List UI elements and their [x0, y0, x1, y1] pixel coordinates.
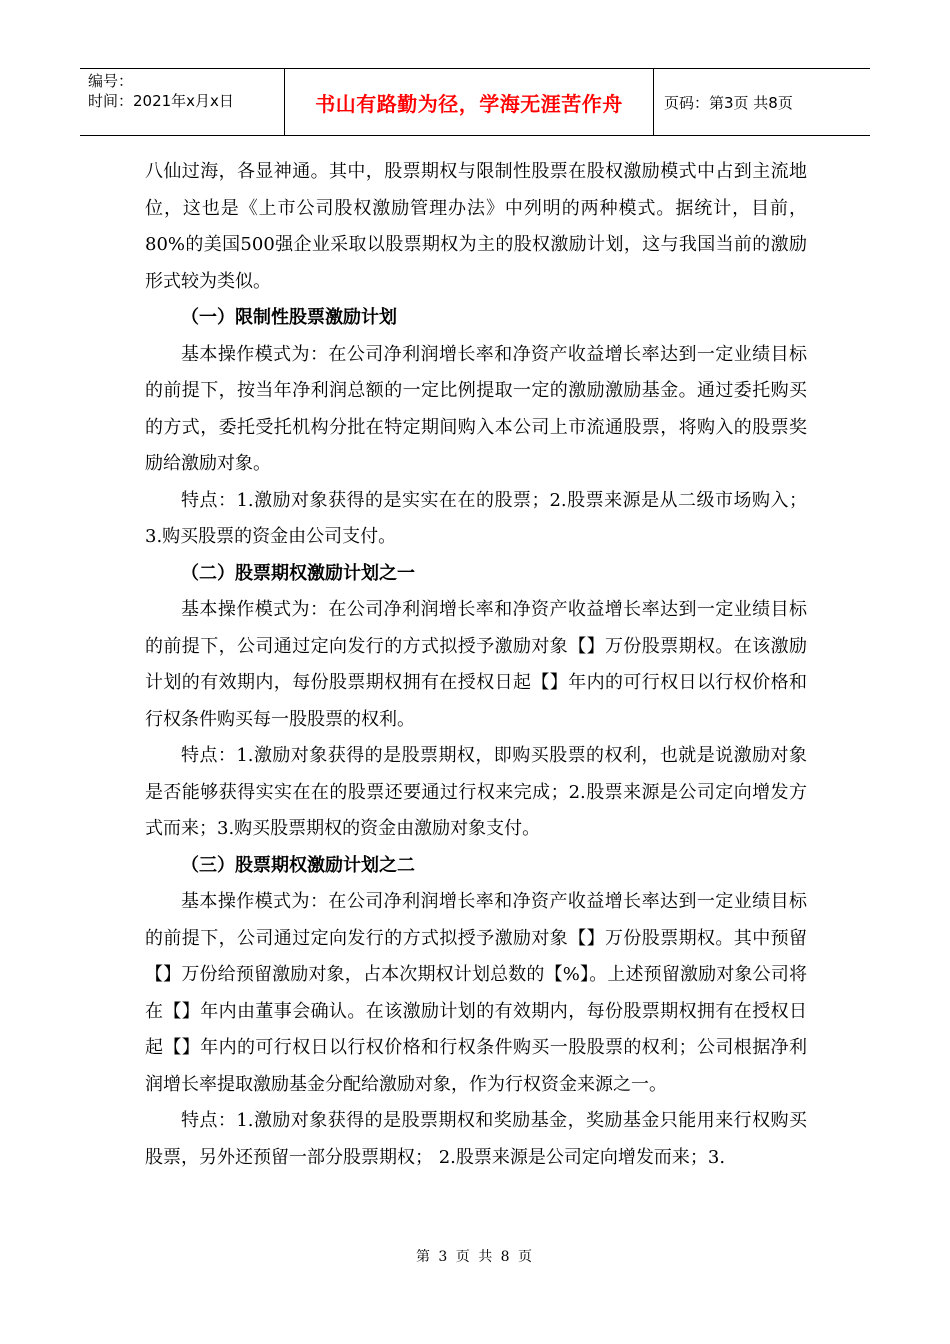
document-number-label: 编号：: [88, 72, 134, 90]
paragraph-option-plan-1-features: 特点：1.激励对象获得的是股票期权，即购买股票的权利，也就是说激励对象是否能够获得实实在在的股票还要通过行权来完成；2.股票来源是公司定向增发方式而来；3.购买股票期权的资金由激励对象支付。: [145, 745, 807, 839]
header-motto-cell: [284, 69, 654, 135]
header-meta: [80, 69, 284, 135]
document-time-label: 时间：2021年x月x日: [88, 92, 234, 110]
section-heading-1: （一）限制性股票激励计划: [181, 307, 397, 328]
page-footer: 第 3 页 共 8 页: [415, 1249, 535, 1265]
section-heading-3: （三）股票期权激励计划之二: [181, 854, 415, 876]
header-motto: 书山有路勤为径，学海无涯苦作舟: [315, 91, 623, 116]
paragraph-option-plan-2-mode: 基本操作模式为：在公司净利润增长率和净资产收益增长率达到一定业绩目标的前提下，公司通过定向发行的方式拟授予激励对象【】万份股票期权。其中预留【】万份给预留激励对象，占本次期权计划总数的【%】。上述预留激励对象公司将在【】年内由董事会确认。在该激励计划的有效期内，每份股票期权拥有在授权日起【】年内的可行权日以行权价格和行权条件购买一股股票的权利；公司根据净利润增长率提取激励基金分配给激励对象，作为行权资金来源之一。: [145, 891, 807, 1095]
paragraph-intro: 八仙过海，各显神通。其中，股票期权与限制性股票在股权激励模式中占到主流地位，这也是《上市公司股权激励管理办法》中列明的两种模式。据统计，目前，80%的美国500强企业采取以股票期权为主的股权激励计划，这与我国当前的激励形式较为类似。: [145, 161, 807, 292]
paragraph-option-plan-2-features: 特点：1.激励对象获得的是股票期权和奖励基金，奖励基金只能用来行权购买股票，另外还预留一部分股票期权； 2.股票来源是公司定向增发而来；3.: [145, 1110, 807, 1168]
page-header: [80, 68, 870, 136]
paragraph-restricted-stock-mode: 基本操作模式为：在公司净利润增长率和净资产收益增长率达到一定业绩目标的前提下，按当年净利润总额的一定比例提取一定的激励激励基金。通过委托购买的方式，委托受托机构分批在特定期间购入本公司上市流通股票，将购入的股票奖励给激励对象。: [145, 343, 807, 474]
header-page-number: 页码：第3页 共8页: [664, 93, 793, 112]
section-heading-2: （二）股票期权激励计划之一: [181, 562, 415, 584]
header-page-cell: [654, 69, 870, 135]
document-body: [145, 154, 807, 1176]
paragraph-option-plan-1-mode: 基本操作模式为：在公司净利润增长率和净资产收益增长率达到一定业绩目标的前提下，公司通过定向发行的方式拟授予激励对象【】万份股票期权。在该激励计划的有效期内，每份股票期权拥有在授权日起【】年内的可行权日以行权价格和行权条件购买每一股股票的权利。: [145, 599, 807, 730]
paragraph-restricted-stock-features: 特点：1.激励对象获得的是实实在在的股票；2.股票来源是从二级市场购入；3.购买股票的资金由公司支付。: [145, 489, 807, 547]
